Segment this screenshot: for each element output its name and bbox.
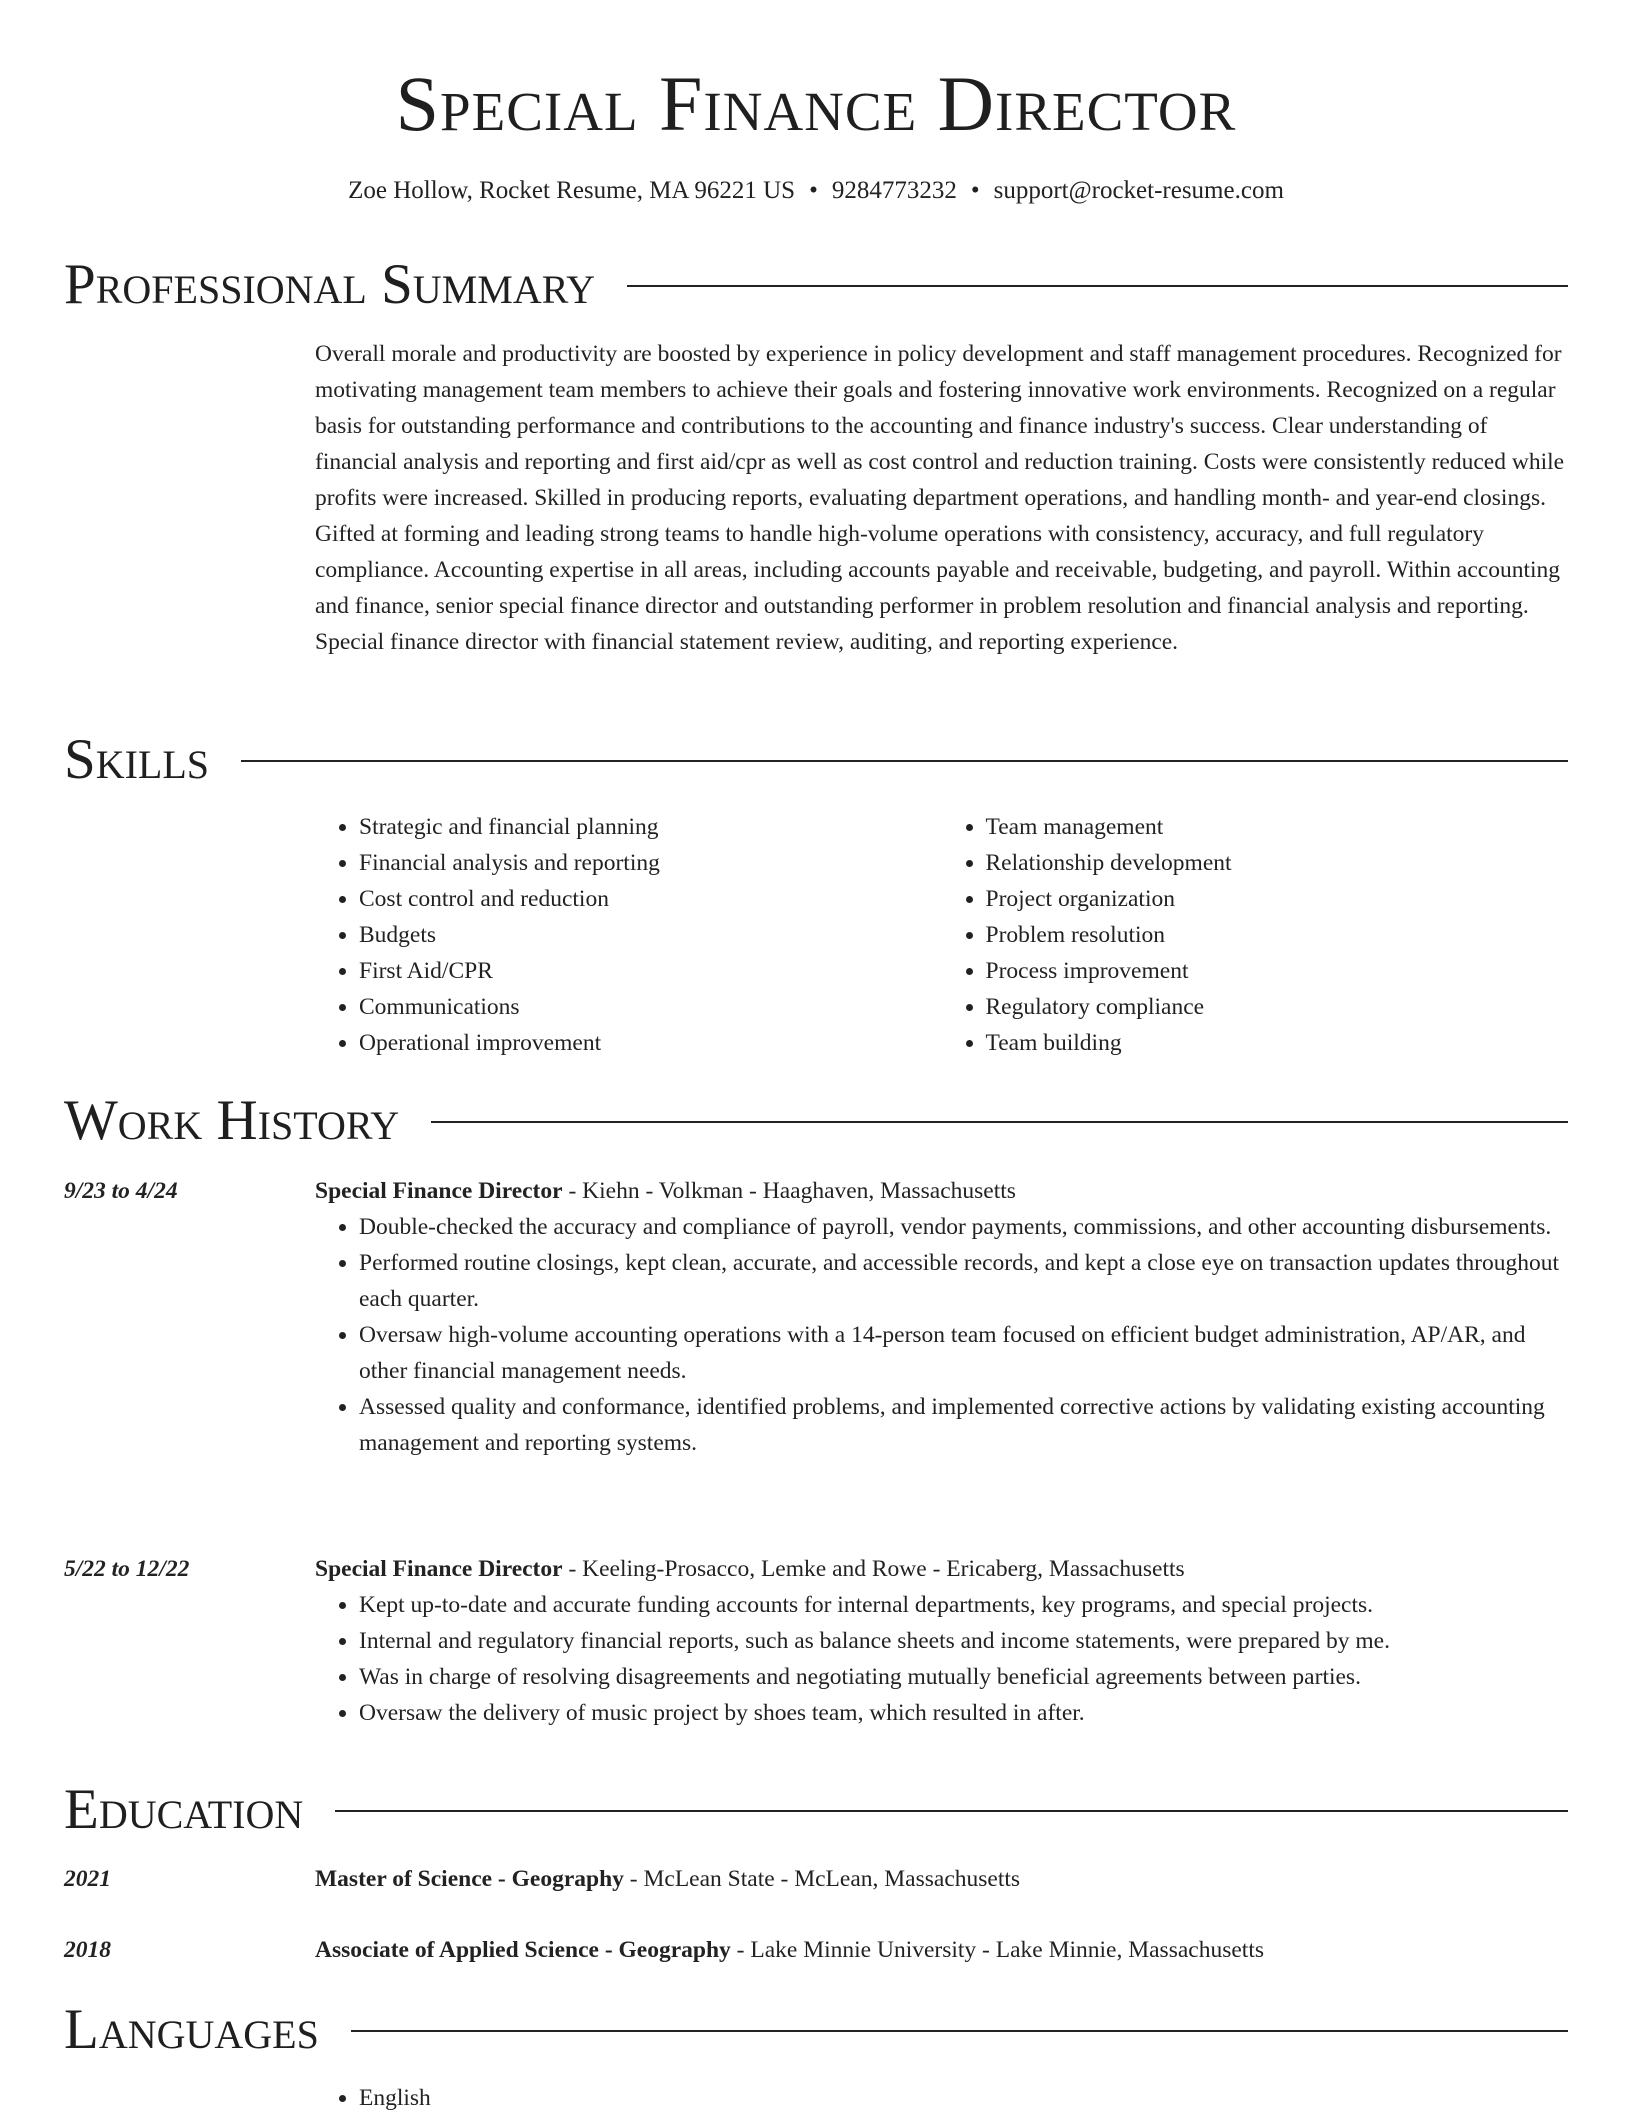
education-entry bbox=[315, 1932, 1568, 1968]
job-header bbox=[315, 1551, 1568, 1587]
education-year: 2021 bbox=[64, 1866, 111, 1892]
job-dates: 5/22 to 12/22 bbox=[64, 1556, 190, 1582]
skill-item: • Relationship development bbox=[986, 845, 1569, 881]
skill-item: • Operational improvement bbox=[359, 1025, 942, 1061]
section-divider bbox=[431, 1121, 1568, 1123]
skill-item: • Communications bbox=[359, 989, 942, 1025]
skill-item: • Problem resolution bbox=[986, 917, 1569, 953]
skill-item: • Cost control and reduction bbox=[359, 881, 942, 917]
resume-title: Special Finance Director bbox=[395, 60, 1237, 147]
job-details: - Keeling-Prosacco, Lemke and Rowe - Ericaberg, Massachusetts bbox=[562, 1556, 1185, 1582]
work-section-heading bbox=[64, 1086, 1568, 1156]
job-title: Special Finance Director bbox=[315, 1556, 563, 1582]
skills-heading: Skills bbox=[64, 728, 210, 791]
job-details: - Kiehn - Volkman - Haaghaven, Massachusetts bbox=[562, 1178, 1016, 1204]
job-bullets bbox=[315, 1209, 1568, 1461]
summary-heading: Professional Summary bbox=[64, 253, 596, 316]
summary-text: Overall morale and productivity are boosted by experience in policy development and staff management procedures. Recognized for motivating management team members to achieve their goals and fostering innovative work environments. Recognized on a regular basis for outstanding performance and contributions to the accounting and finance industry's success. Clear understanding of financial analysis and reporting and first aid/cpr as well as cost control and reduction training. Costs were consistently reduced while profits were increased. Skilled in producing reports, evaluating department operations, and handling month- and year-end closings. Gifted at forming and leading strong teams to handle high-volume operations with consistency, accuracy, and full regulatory compliance. Accounting expertise in all areas, including accounts payable and receivable, budgeting, and payroll. Within accounting and finance, senior special finance director and outstanding performer in problem resolution and financial analysis and reporting. Special finance director with financial statement review, auditing, and reporting experience. bbox=[315, 341, 1565, 655]
education-year: 2018 bbox=[64, 1937, 111, 1963]
skill-item: • Team management bbox=[986, 809, 1569, 845]
contact-separator: • bbox=[970, 177, 980, 204]
skill-item: • Process improvement bbox=[986, 953, 1569, 989]
education-section-heading bbox=[64, 1775, 1568, 1845]
job-bullet: • Kept up-to-date and accurate funding accounts for internal departments, key programs, and special projects. bbox=[359, 1587, 1568, 1623]
skill-item: • Strategic and financial planning bbox=[359, 809, 942, 845]
job-bullets bbox=[315, 1587, 1568, 1731]
skill-item: • Regulatory compliance bbox=[986, 989, 1569, 1025]
language-item: • English bbox=[359, 2080, 1568, 2116]
languages-heading: Languages bbox=[64, 1998, 319, 2061]
section-divider bbox=[241, 760, 1568, 762]
job-bullet: • Oversaw high-volume accounting operations with a 14-person team focused on efficient budget administration, AP/AR, and other financial management needs. bbox=[359, 1317, 1568, 1389]
languages-body bbox=[315, 2080, 1568, 2116]
education-heading: Education bbox=[64, 1778, 304, 1841]
skills-columns bbox=[315, 809, 1568, 1061]
job-bullet: • Oversaw the delivery of music project by shoes team, which resulted in after. bbox=[359, 1695, 1568, 1731]
skill-item: • Team building bbox=[986, 1025, 1569, 1061]
summary-body bbox=[315, 336, 1568, 660]
education-entry bbox=[315, 1861, 1568, 1897]
skill-item: • Project organization bbox=[986, 881, 1569, 917]
education-degree: Associate of Applied Science - Geography bbox=[315, 1937, 731, 1963]
job-bullet: • Double-checked the accuracy and compliance of payroll, vendor payments, commissions, and other accounting disbursements. bbox=[359, 1209, 1568, 1245]
job-dates: 9/23 to 4/24 bbox=[64, 1178, 178, 1204]
education-header bbox=[315, 1932, 1568, 1968]
languages-list bbox=[315, 2080, 1568, 2116]
skills-list-right bbox=[942, 809, 1569, 1061]
skills-list-left bbox=[315, 809, 942, 1061]
section-divider bbox=[335, 1810, 1568, 1812]
section-divider bbox=[627, 285, 1568, 287]
contact-line bbox=[0, 174, 1632, 208]
job-entry bbox=[315, 1173, 1568, 1461]
contact-phone: 9284773232 bbox=[831, 177, 957, 204]
contact-address: Zoe Hollow, Rocket Resume, MA 96221 US bbox=[348, 177, 796, 204]
skills-section-heading bbox=[64, 725, 1568, 795]
education-details: - McLean State - McLean, Massachusetts bbox=[623, 1866, 1021, 1892]
section-divider bbox=[351, 2030, 1568, 2032]
job-title: Special Finance Director bbox=[315, 1178, 563, 1204]
job-bullet: • Internal and regulatory financial reports, such as balance sheets and income statements, were prepared by me. bbox=[359, 1623, 1568, 1659]
job-bullet: • Was in charge of resolving disagreements and negotiating mutually beneficial agreements between parties. bbox=[359, 1659, 1568, 1695]
skill-item: • Financial analysis and reporting bbox=[359, 845, 942, 881]
job-entry bbox=[315, 1551, 1568, 1731]
contact-separator: • bbox=[809, 177, 818, 204]
education-header bbox=[315, 1861, 1568, 1897]
work-heading: Work History bbox=[64, 1089, 400, 1152]
summary-section-heading bbox=[64, 250, 1568, 320]
education-degree: Master of Science - Geography bbox=[315, 1866, 624, 1892]
education-details: - Lake Minnie University - Lake Minnie, Massachusetts bbox=[730, 1937, 1264, 1963]
job-bullet: • Assessed quality and conformance, identified problems, and implemented corrective actions by validating existing accounting management and reporting systems. bbox=[359, 1389, 1568, 1461]
skill-item: • Budgets bbox=[359, 917, 942, 953]
skills-body bbox=[315, 809, 1568, 1061]
job-header bbox=[315, 1173, 1568, 1209]
skill-item: • First Aid/CPR bbox=[359, 953, 942, 989]
contact-email[interactable]: support@rocket-resume.com bbox=[993, 177, 1284, 204]
languages-section-heading bbox=[64, 1995, 1568, 2065]
job-bullet: • Performed routine closings, kept clean, accurate, and accessible records, and kept a close eye on transaction updates throughout each quarter. bbox=[359, 1245, 1568, 1317]
